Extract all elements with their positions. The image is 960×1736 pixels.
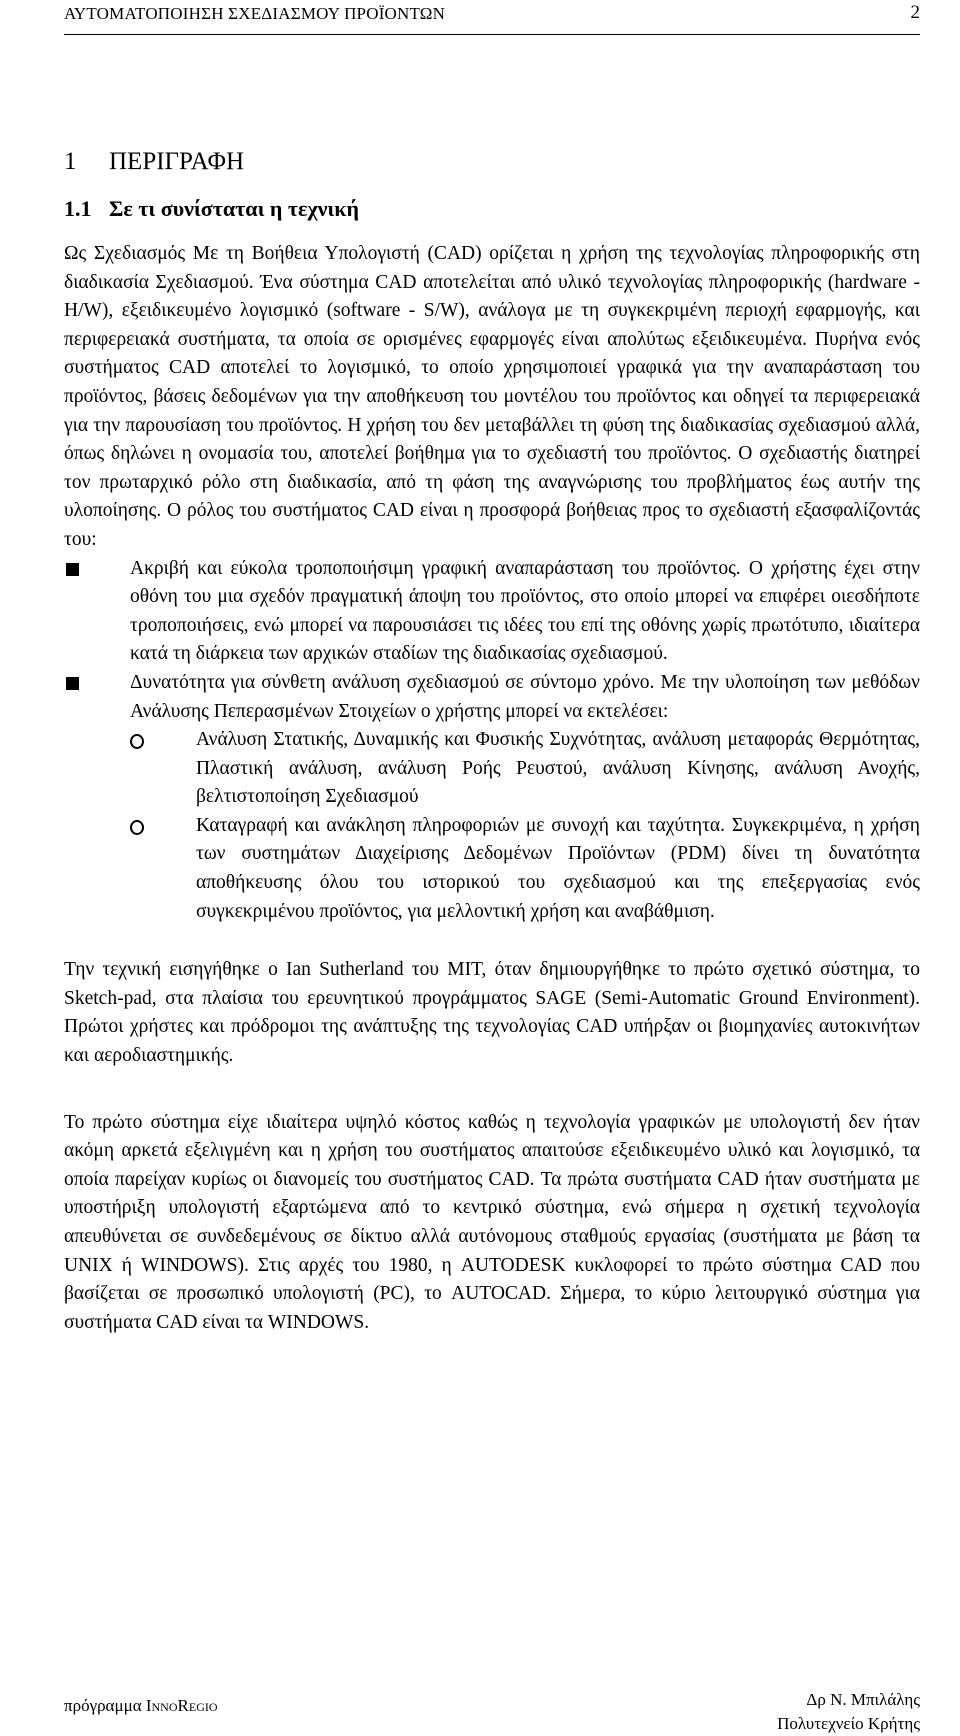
intro-paragraph: Ως Σχεδιασμός Με τη Βοήθεια Υπολογιστή (CAD) ορίζεται η χρήση της τεχνολογίας πληροφορικής στη διαδικασία Σχεδιασμού. Ένα σύστημα CAD αποτελείται από υλικό τεχνολογίας πληροφορικής (hardware - H/W), εξειδικευμένο λογισμικό (software - S/W), ανάλογα με τη συγκεκριμένη περιοχή εφαρμογής, και περιφερειακά συστήματα, τα οποία σε ορισμένες εφαρμογές είναι απολύτως εξειδικευμένα. Πυρήνα ενός συστήματος CAD αποτελεί το λογισμικό, το οποίο χρησιμοποιεί γραφικά για την αναπαράσταση του προϊόντος, βάσεις δεδομένων για την αποθήκευση του μοντέλου του προϊόντος και οδηγεί τα περιφερειακά για την παρουσίαση του προϊόντος. Η χρήση του δεν μεταβάλλει τη φύση της διαδικασίας σχεδιασμού αλλά, όπως δηλώνει η ονομασία του, αποτελεί βοήθημα για το σχεδιαστή του προϊόντος. Ο σχεδιαστής διατηρεί τον πρωταρχικό ρόλο στη διαδικασία, από τη φάση της αναγνώρισης του προβλήματος έως αυτήν της υλοποίησης. Ο ρόλος του συστήματος CAD είναι η προσφορά βοήθειας προς το σχεδιαστή εξασφαλίζοντάς του: xyxy=(64,243,920,550)
page-header xyxy=(64,0,920,35)
sub-bullet-text: Ανάλυση Στατικής, Δυναμικής και Φυσικής Συχνότητας, ανάλυση μεταφοράς Θερμότητας, Πλαστική ανάλυση, ανάλυση Ροής Ρευστού, ανάλυση Κίνησης, ανάλυση Ανοχής, βελτιστοποίηση Σχεδιασμού xyxy=(196,729,920,808)
square-bullet-icon xyxy=(66,563,79,576)
section-title: ΠΕΡΙΓΡΑΦΗ xyxy=(109,148,244,175)
cost-paragraph: Το πρώτο σύστημα είχε ιδιαίτερα υψηλό κόστος καθώς η τεχνολογία γραφικών με υπολογιστή δεν ήταν ακόμη αρκετά εξελιγμένη και η χρήση του συστήματος απαιτούσε εξειδικευμένο υλικό και λογισμικό, τα οποία παρείχαν κυρίως οι διανομείς του συστήματος CAD. Τα πρώτα συστήματα CAD ήταν συστήματα με υποστήριξη υπολογιστή εξαρτώμενα από το κεντρικό σύστημα, ενώ σήμερα η σχετική τεχνολογία απευθύνεται σε συνδεδεμένους σε δίκτυο αλλά αυτόνομους σταθμούς εργασίας (συστήματα με βάση τα UNIX ή WINDOWS). Στις αρχές του 1980, η AUTODESK κυκλοφορεί το πρώτο σύστημα CAD που βασίζεται σε προσωπικό υπολογιστή (PC), το AUTOCAD. Σήμερα, το κύριο λειτουργικό σύστημα για συστήματα CAD είναι τα WINDOWS. xyxy=(64,1111,920,1333)
bullet-text: Ακριβή και εύκολα τροποποιήσιμη γραφική αναπαράσταση του προϊόντος. Ο χρήστης έχει στην οθόνη του μια σχεδόν πραγματική άποψη του προϊόντος, στο οποίο μπορεί να επιφέρει οιεσδήποτε τροποποιήσεις, ενώ μπορεί να παρουσιάσει τις ιδέες του επί της οθόνης χωρίς πρωτότυπο, ιδιαίτερα κατά τη διάρκεια των αρχικών σταδίων της διαδικασίας σχεδιασμού. xyxy=(130,557,920,665)
header-title: ΑΥΤΟΜΑΤΟΠΟΙΗΣΗ ΣΧΕΔΙΑΣΜΟΥ ΠΡΟΪΟΝΤΩΝ xyxy=(64,4,446,23)
program-prefix: πρόγραμμα xyxy=(64,1696,142,1715)
bullet-list xyxy=(64,555,920,927)
author-name: Δρ Ν. Μπιλάλης xyxy=(806,1690,920,1709)
author-block xyxy=(777,1688,920,1736)
section-heading xyxy=(64,148,920,176)
page-number: 2 xyxy=(910,2,920,23)
bullet-text: Δυνατότητα για σύνθετη ανάλυση σχεδιασμού σε σύντομο χρόνο. Με την υλοποίηση των μεθόδων Ανάλυσης Πεπερασμένων Στοιχείων ο χρήστης μπορεί να εκτελέσει: xyxy=(130,671,920,722)
document-body xyxy=(64,148,920,1337)
circle-bullet-icon xyxy=(130,734,144,749)
bullet-item xyxy=(64,555,920,669)
section-number: 1 xyxy=(64,148,77,175)
sub-bullet-text: Καταγραφή και ανάκληση πληροφοριών με συνοχή και ταχύτητα. Συγκεκριμένα, η χρήση των συστημάτων Διαχείρισης Δεδομένων Προϊόντων (PDM) δίνει τη δυνατότητα αποθήκευσης όλου του ιστορικού του σχεδιασμού και της επεξεργασίας ενός συγκεκριμένου προϊόντος, για μελλοντική χρήση και αναβάθμιση. xyxy=(196,814,920,922)
institution-name: Πολυτεχνείο Κρήτης xyxy=(777,1714,920,1733)
program-name: InnoRegio xyxy=(145,1696,218,1715)
subsection-title: Σε τι συνίσταται η τεχνική xyxy=(109,196,359,221)
sub-bullet-item xyxy=(130,812,920,926)
sub-bullet-list xyxy=(130,726,920,926)
circle-bullet-icon xyxy=(130,820,144,835)
subsection-heading xyxy=(64,196,920,222)
bullet-item xyxy=(64,669,920,926)
sub-bullet-item xyxy=(130,726,920,812)
square-bullet-icon xyxy=(66,677,79,690)
subsection-number: 1.1 xyxy=(64,196,92,221)
history-paragraph: Την τεχνική εισηγήθηκε ο Ian Sutherland του MIT, όταν δημιουργήθηκε το πρώτο σχετικό σύστημα, το Sketch-pad, στα πλαίσια του ερευνητικού προγράμματος SAGE (Semi-Automatic Ground Environment). Πρώτοι χρήστες και πρόδρομοι της ανάπτυξης της τεχνολογίας CAD υπήρξαν οι βιομηχανίες αυτοκινήτων και αεροδιαστημικής. xyxy=(64,959,920,1067)
program-label xyxy=(64,1696,218,1716)
